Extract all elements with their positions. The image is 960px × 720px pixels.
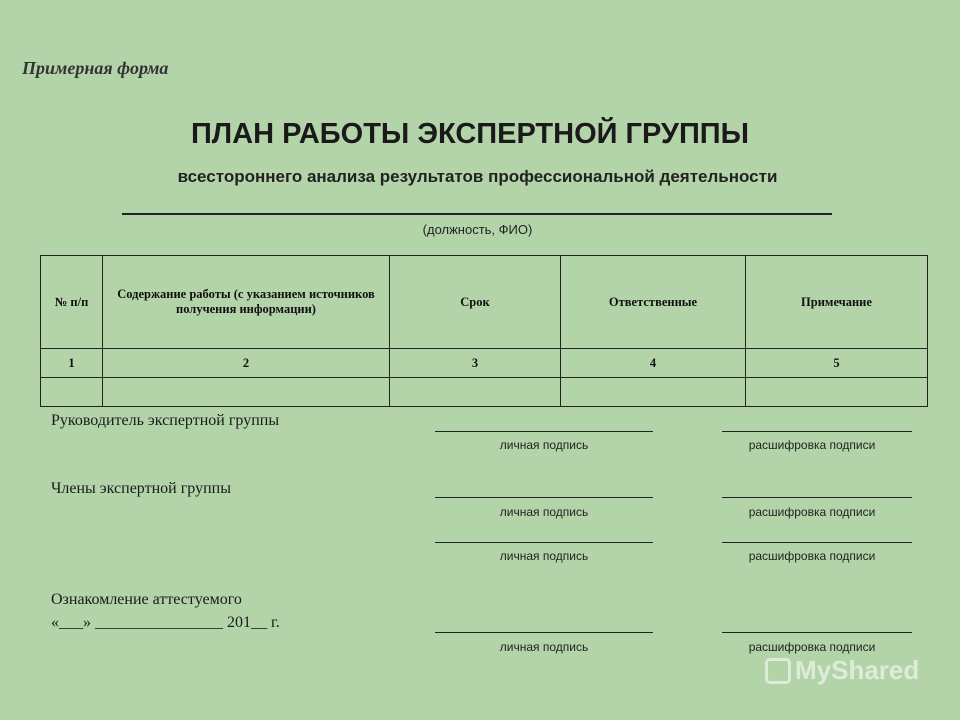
col-header-content: Содержание работы (с указанием источников получения информации) [103,256,390,349]
table-row [41,349,928,378]
signature-decoding-caption: расшифровка подписи [748,640,876,654]
table-row [41,378,928,407]
review-signature-line[interactable] [435,632,653,633]
watermark [765,655,919,686]
table-cell[interactable] [561,378,746,407]
position-hint: (должность, ФИО) [422,222,533,237]
date-line[interactable]: «___» ________________ 201__ г. [51,614,280,631]
leader-decoding-line[interactable] [722,431,912,432]
table-cell[interactable] [41,378,103,407]
col-header-responsible: Ответственные [561,256,746,349]
watermark-logo-icon [765,658,791,684]
member-decoding-line[interactable] [722,497,912,498]
table-cell[interactable] [746,378,928,407]
review-label: Ознакомление аттестуемого [51,591,242,608]
table-cell[interactable] [390,378,561,407]
form-type-label: Примерная форма [22,58,169,78]
member-signature-line[interactable] [435,542,653,543]
leader-signature-line[interactable] [435,431,653,432]
signature-decoding-caption: расшифровка подписи [748,505,876,519]
col-number: 5 [746,349,928,378]
col-number: 4 [561,349,746,378]
member-signature-line[interactable] [435,497,653,498]
signature-decoding-caption: расшифровка подписи [748,549,876,563]
personal-signature-caption: личная подпись [499,505,589,519]
leader-label: Руководитель экспертной группы [51,412,280,429]
signature-decoding-caption: расшифровка подписи [748,438,876,452]
col-header-note: Примечание [746,256,928,349]
review-decoding-line[interactable] [722,632,912,633]
table-cell[interactable] [103,378,390,407]
members-label: Члены экспертной группы [51,480,231,497]
page-subtitle: всестороннего анализа результатов профессиональной деятельности [177,167,778,186]
col-number: 3 [390,349,561,378]
member-decoding-line[interactable] [722,542,912,543]
personal-signature-caption: личная подпись [499,549,589,563]
position-blank-line [122,213,832,215]
col-header-number: № п/п [41,256,103,349]
table-header-row [41,256,928,349]
plan-table [40,255,928,407]
col-number: 2 [103,349,390,378]
personal-signature-caption: личная подпись [499,640,589,654]
personal-signature-caption: личная подпись [499,438,589,452]
col-header-deadline: Срок [390,256,561,349]
watermark-text: MyShared [795,655,920,685]
page-title: ПЛАН РАБОТЫ ЭКСПЕРТНОЙ ГРУППЫ [190,118,750,150]
col-number: 1 [41,349,103,378]
